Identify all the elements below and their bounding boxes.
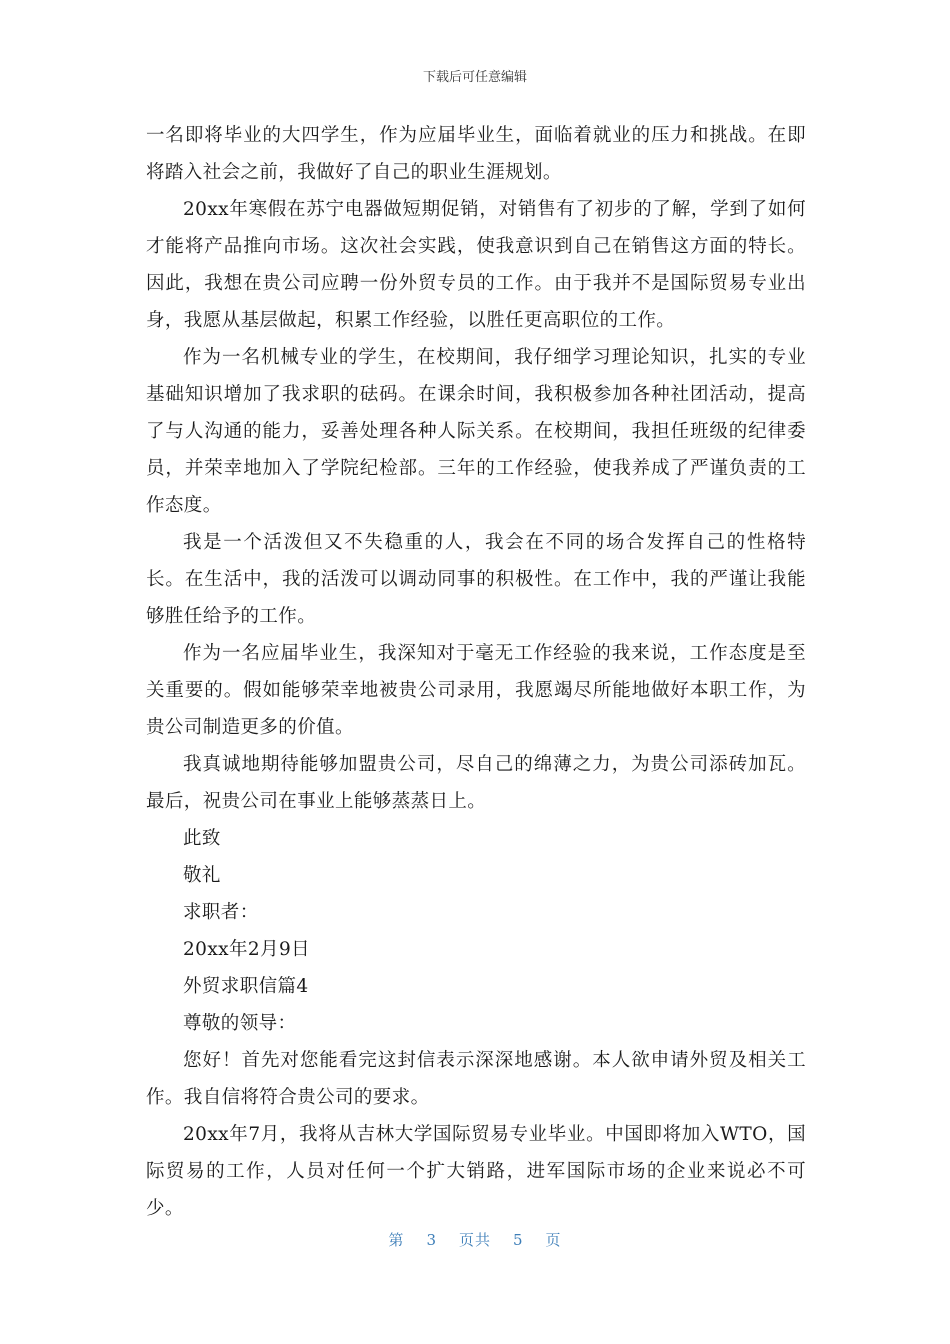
paragraph-2: 20xx年寒假在苏宁电器做短期促销，对销售有了初步的了解，学到了如何才能将产品推向市场。这次社会实践，使我意识到自己在销售这方面的特长。因此，我想在贵公司应聘一份外贸专员的工作。由于我并不是国际贸易专业出身，我愿从基层做起，积累工作经验，以胜任更高职位的工作。 <box>146 199 806 331</box>
footer-prefix: 第 <box>388 1231 405 1249</box>
page-header: 下载后可任意编辑 <box>422 70 527 85</box>
paragraph-3: 作为一名机械专业的学生，在校期间，我仔细学习理论知识，扎实的专业基础知识增加了我求职的砝码。在课余时间，我积极参加各种社团活动，提高了与人沟通的能力，妥善处理各种人际关系。在校期间，我担任班级的纪律委员，并荣幸地加入了学院纪检部。三年的工作经验，使我养成了严谨负责的工作态度。 <box>146 347 806 516</box>
footer-total-pages: 5 <box>513 1231 524 1249</box>
letter-greeting: 尊敬的领导： <box>183 1013 297 1034</box>
footer-suffix: 页 <box>545 1231 562 1249</box>
paragraph-4: 我是一个活泼但又不失稳重的人，我会在不同的场合发挥自己的性格特长。在生活中，我的活泼可以调动同事的积极性。在工作中，我的严谨让我能够胜任给予的工作。 <box>146 532 806 627</box>
letter-date: 20xx年2月9日 <box>183 939 311 960</box>
page-footer <box>0 1229 950 1250</box>
paragraph-8: 20xx年7月，我将从吉林大学国际贸易专业毕业。中国即将加入WTO，国际贸易的工作，人员对任何一个扩大销路，进军国际市场的企业来说必不可少。 <box>146 1124 806 1219</box>
paragraph-6: 我真诚地期待能够加盟贵公司，尽自己的绵薄之力，为贵公司添砖加瓦。最后，祝贵公司在事业上能够蒸蒸日上。 <box>146 754 806 812</box>
applicant-signature: 求职者： <box>183 902 259 923</box>
footer-middle: 页共 <box>458 1231 491 1249</box>
footer-current-page: 3 <box>426 1231 437 1249</box>
closing-salutation: 此致 <box>183 828 221 849</box>
paragraph-5: 作为一名应届毕业生，我深知对于毫无工作经验的我来说，工作态度是至关重要的。假如能够荣幸地被贵公司录用，我愿竭尽所能地做好本职工作，为贵公司制造更多的价值。 <box>146 643 806 738</box>
section-title: 外贸求职信篇4 <box>183 976 309 997</box>
paragraph-1: 一名即将毕业的大四学生，作为应届毕业生，面临着就业的压力和挑战。在即将踏入社会之前，我做好了自己的职业生涯规划。 <box>146 125 806 183</box>
closing-regards: 敬礼 <box>183 865 221 886</box>
document-body <box>146 117 806 1227</box>
paragraph-7: 您好！首先对您能看完这封信表示深深地感谢。本人欲申请外贸及相关工作。我自信将符合贵公司的要求。 <box>146 1050 806 1108</box>
